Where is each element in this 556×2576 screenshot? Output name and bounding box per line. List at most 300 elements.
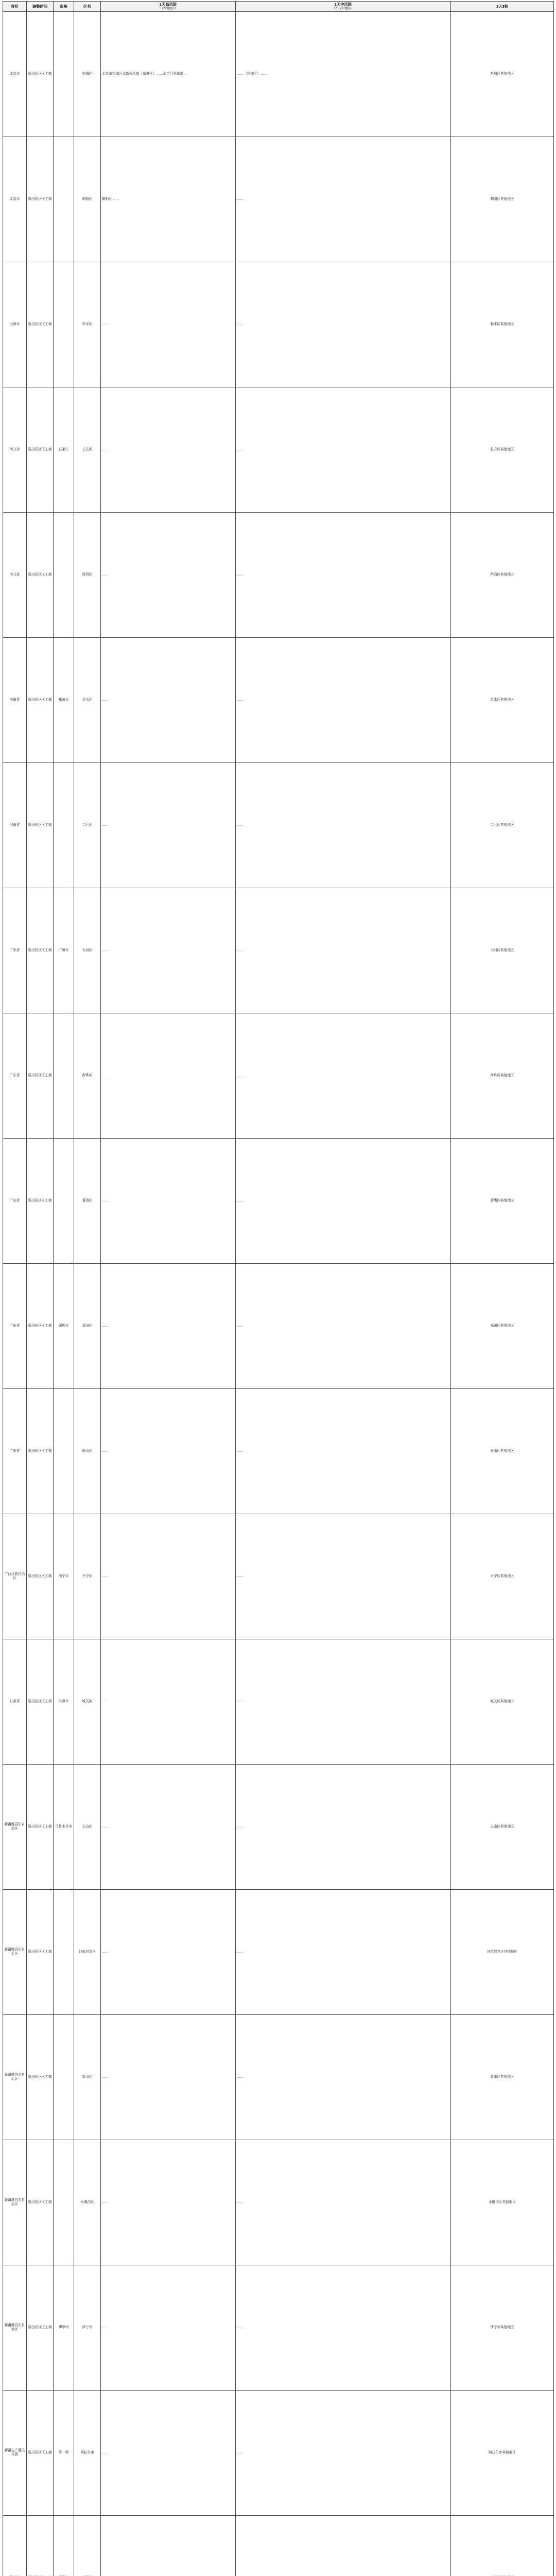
- row-district: [74, 2140, 101, 2265]
- row-mid-risk-text: ……: [237, 572, 244, 577]
- row-mid-risk-text: ……: [237, 1699, 244, 1703]
- row-time-text: 原出同区区工商: [28, 447, 52, 451]
- row-city-text: 乌鲁木齐市: [55, 1824, 72, 1828]
- row-province: [3, 1138, 27, 1263]
- row-city: [54, 1013, 74, 1138]
- row-city: [54, 1889, 74, 2014]
- row-province: [3, 1764, 27, 1889]
- row-low-risk-text: 福田区其他地区: [490, 1324, 514, 1328]
- row-high-risk-text: ……: [102, 823, 109, 827]
- table-row: [3, 2140, 554, 2265]
- row-district: [74, 2390, 101, 2515]
- row-mid-risk-text: ……: [237, 698, 244, 702]
- row-high-risk-text: ……: [102, 1574, 109, 1578]
- row-time: [27, 387, 54, 512]
- table-row: [3, 512, 554, 637]
- row-city: [54, 762, 74, 888]
- row-low-risk: [451, 2390, 554, 2515]
- row-district: [74, 1263, 101, 1388]
- row-mid-risk-text: ……: [237, 1824, 244, 1828]
- row-mid-risk-text: ……: [237, 197, 244, 201]
- row-high-risk: [101, 637, 236, 762]
- row-low-risk: [451, 2140, 554, 2265]
- row-city: [54, 1263, 74, 1388]
- row-high-risk-text: ……: [102, 1198, 109, 1202]
- row-city: [54, 262, 74, 387]
- row-low-risk: [451, 11, 554, 137]
- row-time-text: 原出同区区工商: [28, 1824, 52, 1828]
- table-body: [3, 11, 554, 2576]
- row-city-text: 广州市: [58, 948, 69, 952]
- table-row: [3, 2265, 554, 2390]
- row-province-text: 河北省: [9, 447, 20, 451]
- row-city: [54, 2390, 74, 2515]
- table-header-row: [3, 2, 554, 12]
- row-province-text: 河南省: [9, 698, 20, 702]
- row-time: [27, 888, 54, 1013]
- row-low-risk-text: 城关区其他地区: [490, 1699, 514, 1703]
- row-time: [27, 1138, 54, 1263]
- row-low-risk-text: 番禺区其他地区: [490, 1198, 514, 1202]
- row-district-text: 天山区: [82, 1824, 93, 1828]
- row-time-text: 原出同区区工商: [28, 1073, 52, 1077]
- row-district-text: 海珠区: [82, 1073, 93, 1077]
- row-mid-risk: [236, 762, 451, 888]
- row-district-text: 东城区: [82, 72, 93, 76]
- row-high-risk-text: ……: [102, 698, 109, 702]
- row-high-risk: [101, 1138, 236, 1263]
- row-district: [74, 1013, 101, 1138]
- row-mid-risk-text: ……: [237, 948, 244, 952]
- row-low-risk-text: 二七区其他地区: [490, 823, 514, 827]
- row-high-risk: [101, 11, 236, 137]
- table-row: [3, 2014, 554, 2140]
- row-high-risk: [101, 2390, 236, 2515]
- header-high-risk-sub: （含封控区）: [158, 7, 178, 11]
- row-time-text: 原出同区区工商: [28, 1324, 52, 1328]
- row-mid-risk: [236, 2265, 451, 2390]
- row-province: [3, 2390, 27, 2515]
- row-high-risk-text: ……: [102, 948, 109, 952]
- row-mid-risk: [236, 1889, 451, 2014]
- row-time-text: 原出同区区工商: [28, 2075, 52, 2079]
- row-high-risk-text: ……: [102, 1950, 109, 1954]
- row-province: [3, 1889, 27, 2014]
- row-province: [3, 11, 27, 137]
- row-mid-risk: [236, 262, 451, 387]
- row-high-risk: [101, 2140, 236, 2265]
- row-district: [74, 262, 101, 387]
- row-mid-risk-text: ……: [237, 1950, 244, 1954]
- row-time: [27, 11, 54, 137]
- table-row: [3, 137, 554, 262]
- row-city: [54, 888, 74, 1013]
- row-high-risk-text: ……: [102, 2075, 109, 2079]
- table-row: [3, 1514, 554, 1639]
- row-time: [27, 2515, 54, 2576]
- row-mid-risk-text: ……: [237, 1449, 244, 1453]
- row-low-risk: [451, 1764, 554, 1889]
- row-mid-risk: [236, 1013, 451, 1138]
- row-province: [3, 2014, 27, 2140]
- row-low-risk-text: 金水区其他地区: [490, 698, 514, 702]
- row-city: [54, 1764, 74, 1889]
- row-low-risk-text: 长安区其他地区: [490, 447, 514, 451]
- row-low-risk-text: 天河区其他地区: [490, 948, 514, 952]
- row-low-risk: [451, 1263, 554, 1388]
- row-time: [27, 2265, 54, 2390]
- row-time-text: 原出同区区工商: [28, 1198, 52, 1202]
- row-low-risk-text: 海珠区其他地区: [490, 1073, 514, 1077]
- header-mid-risk: [236, 2, 451, 12]
- table-row: [3, 387, 554, 512]
- risk-area-table: [3, 1, 554, 2576]
- row-high-risk: [101, 1388, 236, 1514]
- row-province-text: 新疆维吾尔自治区: [4, 2198, 25, 2206]
- row-low-risk: [451, 762, 554, 888]
- row-district-text: 天河区: [82, 948, 93, 952]
- row-province-text: 河南省: [9, 823, 20, 827]
- row-province-text: 天津市: [9, 322, 20, 326]
- row-time: [27, 2014, 54, 2140]
- row-high-risk: [101, 1764, 236, 1889]
- row-district: [74, 2265, 101, 2390]
- row-high-risk-text: ……: [102, 447, 109, 451]
- row-low-risk: [451, 137, 554, 262]
- row-time: [27, 262, 54, 387]
- table-row: [3, 11, 554, 137]
- row-district: [74, 637, 101, 762]
- row-district-text: 福田区: [82, 1324, 93, 1328]
- row-district-text: 水磨沟区: [80, 2200, 94, 2204]
- row-low-risk: [451, 2265, 554, 2390]
- row-district-text: 新市区: [82, 2075, 93, 2079]
- row-low-risk-text: 桥西区其他地区: [490, 572, 514, 577]
- row-high-risk-text: ……: [102, 2325, 109, 2329]
- row-high-risk-text: ……: [102, 1824, 109, 1828]
- row-time-text: 原出同区区工商: [28, 572, 52, 577]
- row-low-risk-text: 南山区其他地区: [490, 1449, 514, 1453]
- table-row: [3, 262, 554, 387]
- row-mid-risk-text: ……（东城区）……: [237, 72, 268, 76]
- row-mid-risk-text: ……: [237, 2450, 244, 2454]
- table-row: [3, 1764, 554, 1889]
- row-time-text: 原出同区区工商: [28, 1449, 52, 1453]
- row-mid-risk: [236, 1388, 451, 1514]
- row-low-risk: [451, 888, 554, 1013]
- row-high-risk: [101, 512, 236, 637]
- row-low-risk: [451, 637, 554, 762]
- row-district: [74, 1889, 101, 2014]
- row-province-text: 广东省: [9, 1198, 20, 1202]
- row-low-risk: [451, 1889, 554, 2014]
- row-district: [74, 1514, 101, 1639]
- row-district-text: 伊宁市: [82, 2325, 93, 2329]
- header-city: 市州: [54, 2, 74, 12]
- row-district-text: 长安区: [82, 447, 93, 451]
- row-low-risk-text: 和平区其他地区: [490, 322, 514, 326]
- row-province: [3, 1388, 27, 1514]
- row-time-text: 原出同区区工商: [28, 197, 52, 201]
- row-high-risk: [101, 1514, 236, 1639]
- row-time-text: 原出同区区工商: [28, 322, 52, 326]
- row-high-risk: [101, 888, 236, 1013]
- row-province-text: 河北省: [9, 572, 20, 577]
- row-low-risk-text: 新市区其他地区: [490, 2075, 514, 2079]
- row-province-text: 新疆维吾尔自治区: [4, 2323, 25, 2331]
- row-city-text: 兰州市: [58, 1699, 69, 1703]
- row-high-risk: [101, 2014, 236, 2140]
- row-province-text: 广东省: [9, 1449, 20, 1453]
- row-high-risk-text: ……: [102, 2200, 109, 2204]
- row-province-text: 北京市: [9, 72, 20, 76]
- row-district-text: 南山区: [82, 1449, 93, 1453]
- row-district: [74, 2014, 101, 2140]
- row-district-text: 阿拉尔市: [80, 2450, 94, 2454]
- row-district: [74, 888, 101, 1013]
- row-province: [3, 1639, 27, 1764]
- row-province-text: 北京市: [9, 197, 20, 201]
- row-district-text: 番禺区: [82, 1198, 93, 1202]
- row-low-risk: [451, 1388, 554, 1514]
- row-time: [27, 1263, 54, 1388]
- row-time: [27, 2140, 54, 2265]
- row-district-text: 桥西区: [82, 572, 93, 577]
- row-province: [3, 1514, 27, 1639]
- row-mid-risk: [236, 137, 451, 262]
- row-low-risk: [451, 2014, 554, 2140]
- row-low-risk: [451, 2515, 554, 2576]
- row-low-risk-text: 兴宁区其他地区: [490, 1574, 514, 1578]
- row-time: [27, 1514, 54, 1639]
- row-low-risk: [451, 1138, 554, 1263]
- row-city-text: 南宁市: [58, 1574, 69, 1578]
- row-mid-risk: [236, 637, 451, 762]
- row-mid-risk: [236, 2390, 451, 2515]
- row-province-text: 新疆维吾尔自治区: [4, 2073, 25, 2081]
- row-mid-risk-text: ……: [237, 1324, 244, 1328]
- row-high-risk-text: ……: [102, 1699, 109, 1703]
- table-row: [3, 888, 554, 1013]
- row-high-risk: [101, 1889, 236, 2014]
- header-province: 省份: [3, 2, 27, 12]
- row-city: [54, 137, 74, 262]
- row-mid-risk-text: ……: [237, 2075, 244, 2079]
- row-high-risk: [101, 1013, 236, 1138]
- row-low-risk-text: 沙依巴克区其他地区: [486, 1950, 518, 1954]
- row-mid-risk-text: ……: [237, 2200, 244, 2204]
- table-row: [3, 1263, 554, 1388]
- row-province-text: 广西壮族自治区: [4, 1572, 25, 1580]
- table-row: [3, 1889, 554, 2014]
- row-mid-risk: [236, 2140, 451, 2265]
- row-high-risk-text: ……: [102, 1073, 109, 1077]
- row-low-risk-text: 朝阳区其他地区: [490, 197, 514, 201]
- row-province-text: 甘肃省: [9, 1699, 20, 1703]
- row-district: [74, 1764, 101, 1889]
- table-row: [3, 1138, 554, 1263]
- row-time: [27, 512, 54, 637]
- row-low-risk: [451, 1013, 554, 1138]
- row-mid-risk-text: ……: [237, 1198, 244, 1202]
- table-row: [3, 1388, 554, 1514]
- row-mid-risk: [236, 2515, 451, 2576]
- row-high-risk: [101, 762, 236, 888]
- row-mid-risk-text: ……: [237, 447, 244, 451]
- row-time: [27, 637, 54, 762]
- row-district: [74, 1388, 101, 1514]
- row-time-text: 原出同区区工商: [28, 1574, 52, 1578]
- row-mid-risk: [236, 1639, 451, 1764]
- row-city: [54, 637, 74, 762]
- header-city-time: 调整时间: [27, 2, 54, 12]
- row-province: [3, 1263, 27, 1388]
- row-province: [3, 512, 27, 637]
- row-district: [74, 1639, 101, 1764]
- row-mid-risk: [236, 387, 451, 512]
- header-high-risk: [101, 2, 236, 12]
- table-row: [3, 1639, 554, 1764]
- row-city: [54, 2515, 74, 2576]
- row-low-risk: [451, 387, 554, 512]
- row-province: [3, 137, 27, 262]
- row-low-risk-text: 水磨沟区其他地区: [489, 2200, 516, 2204]
- row-province: [3, 2515, 27, 2576]
- row-city: [54, 1388, 74, 1514]
- row-time-text: 原出同区区工商: [28, 2200, 52, 2204]
- row-mid-risk: [236, 11, 451, 137]
- header-district: 区县: [74, 2, 101, 12]
- row-mid-risk-text: ……: [237, 322, 244, 326]
- header-low-risk: 3天3检: [451, 2, 554, 12]
- row-mid-risk: [236, 1514, 451, 1639]
- row-city: [54, 2014, 74, 2140]
- row-province: [3, 2265, 27, 2390]
- row-city: [54, 2265, 74, 2390]
- row-mid-risk: [236, 2014, 451, 2140]
- row-province: [3, 762, 27, 888]
- row-low-risk-text: 天山区其他地区: [490, 1824, 514, 1828]
- row-high-risk: [101, 2265, 236, 2390]
- row-city: [54, 1138, 74, 1263]
- row-high-risk: [101, 262, 236, 387]
- row-city: [54, 11, 74, 137]
- row-low-risk: [451, 1514, 554, 1639]
- row-time: [27, 2390, 54, 2515]
- row-time-text: 原出同区区工商: [28, 823, 52, 827]
- table-row: [3, 2515, 554, 2576]
- row-district-text: 和平区: [82, 322, 93, 326]
- row-province-text: 新疆维吾尔自治区: [4, 1822, 25, 1831]
- table-row: [3, 762, 554, 888]
- header-mid-risk-sub: （不含封控区）: [332, 7, 355, 11]
- row-province: [3, 888, 27, 1013]
- row-low-risk-text: 东城区其他地区: [490, 72, 514, 76]
- row-city-text: 深圳市: [58, 1324, 69, 1328]
- row-time: [27, 1764, 54, 1889]
- row-low-risk-text: 阿拉尔市其他地区: [489, 2450, 516, 2454]
- row-province-text: 新疆生产建设兵团: [4, 2448, 25, 2456]
- row-high-risk-text: ……: [102, 572, 109, 577]
- row-high-risk-text: 朝阳区……: [102, 197, 119, 201]
- row-city: [54, 1514, 74, 1639]
- row-province-text: 广东省: [9, 1073, 20, 1077]
- row-mid-risk-text: ……: [237, 1073, 244, 1077]
- row-mid-risk-text: ……: [237, 823, 244, 827]
- row-province: [3, 262, 27, 387]
- row-high-risk: [101, 2515, 236, 2576]
- row-district-text: 沙依巴克区: [79, 1950, 96, 1954]
- row-district: [74, 11, 101, 137]
- row-province-text: 新疆维吾尔自治区: [4, 1947, 25, 1956]
- row-mid-risk: [236, 1263, 451, 1388]
- row-province: [3, 1013, 27, 1138]
- table-row: [3, 2390, 554, 2515]
- row-city: [54, 512, 74, 637]
- row-high-risk-text: ……: [102, 1449, 109, 1453]
- row-time-text: 原出同区区工商: [28, 698, 52, 702]
- row-low-risk-text: 伊宁市其他地区: [490, 2325, 514, 2329]
- row-time-text: 原出同区区工商: [28, 2325, 52, 2329]
- row-time-text: 原出同区区工商: [28, 1699, 52, 1703]
- table-row: [3, 637, 554, 762]
- row-low-risk: [451, 1639, 554, 1764]
- row-high-risk-text: ……: [102, 322, 109, 326]
- row-high-risk: [101, 1639, 236, 1764]
- row-city-text: 第一师: [58, 2450, 69, 2454]
- row-district-text: 二七区: [82, 823, 93, 827]
- row-province: [3, 387, 27, 512]
- row-high-risk: [101, 387, 236, 512]
- row-district: [74, 2515, 101, 2576]
- row-district-text: 朝阳区: [82, 197, 93, 201]
- row-time: [27, 1388, 54, 1514]
- row-time: [27, 1889, 54, 2014]
- row-city: [54, 387, 74, 512]
- row-mid-risk: [236, 1764, 451, 1889]
- row-district-text: 兴宁区: [82, 1574, 93, 1578]
- row-high-risk: [101, 137, 236, 262]
- row-mid-risk: [236, 512, 451, 637]
- row-time-text: 原出同区区工商: [28, 1950, 52, 1954]
- row-time: [27, 762, 54, 888]
- row-mid-risk-text: ……: [237, 1574, 244, 1578]
- row-city: [54, 1639, 74, 1764]
- row-low-risk: [451, 262, 554, 387]
- row-district: [74, 762, 101, 888]
- row-district: [74, 1138, 101, 1263]
- row-district: [74, 137, 101, 262]
- row-low-risk: [451, 512, 554, 637]
- row-province: [3, 637, 27, 762]
- row-time: [27, 1013, 54, 1138]
- row-high-risk-text: 北京市东城区北新桥街道（东城区）……永定门外街道…: [102, 72, 187, 76]
- row-district: [74, 512, 101, 637]
- row-time-text: 原出同区区工商: [28, 72, 52, 76]
- row-high-risk: [101, 1263, 236, 1388]
- row-province: [3, 2140, 27, 2265]
- row-district-text: 城关区: [82, 1699, 93, 1703]
- row-province-text: 广东省: [9, 1324, 20, 1328]
- row-mid-risk: [236, 888, 451, 1013]
- row-district: [74, 387, 101, 512]
- row-time: [27, 1639, 54, 1764]
- row-city-text: 伊犁州: [58, 2325, 69, 2329]
- row-mid-risk-text: ……: [237, 2325, 244, 2329]
- row-city: [54, 2140, 74, 2265]
- row-city-text: 郑州市: [58, 698, 69, 702]
- row-time-text: 原出同区区工商: [28, 948, 52, 952]
